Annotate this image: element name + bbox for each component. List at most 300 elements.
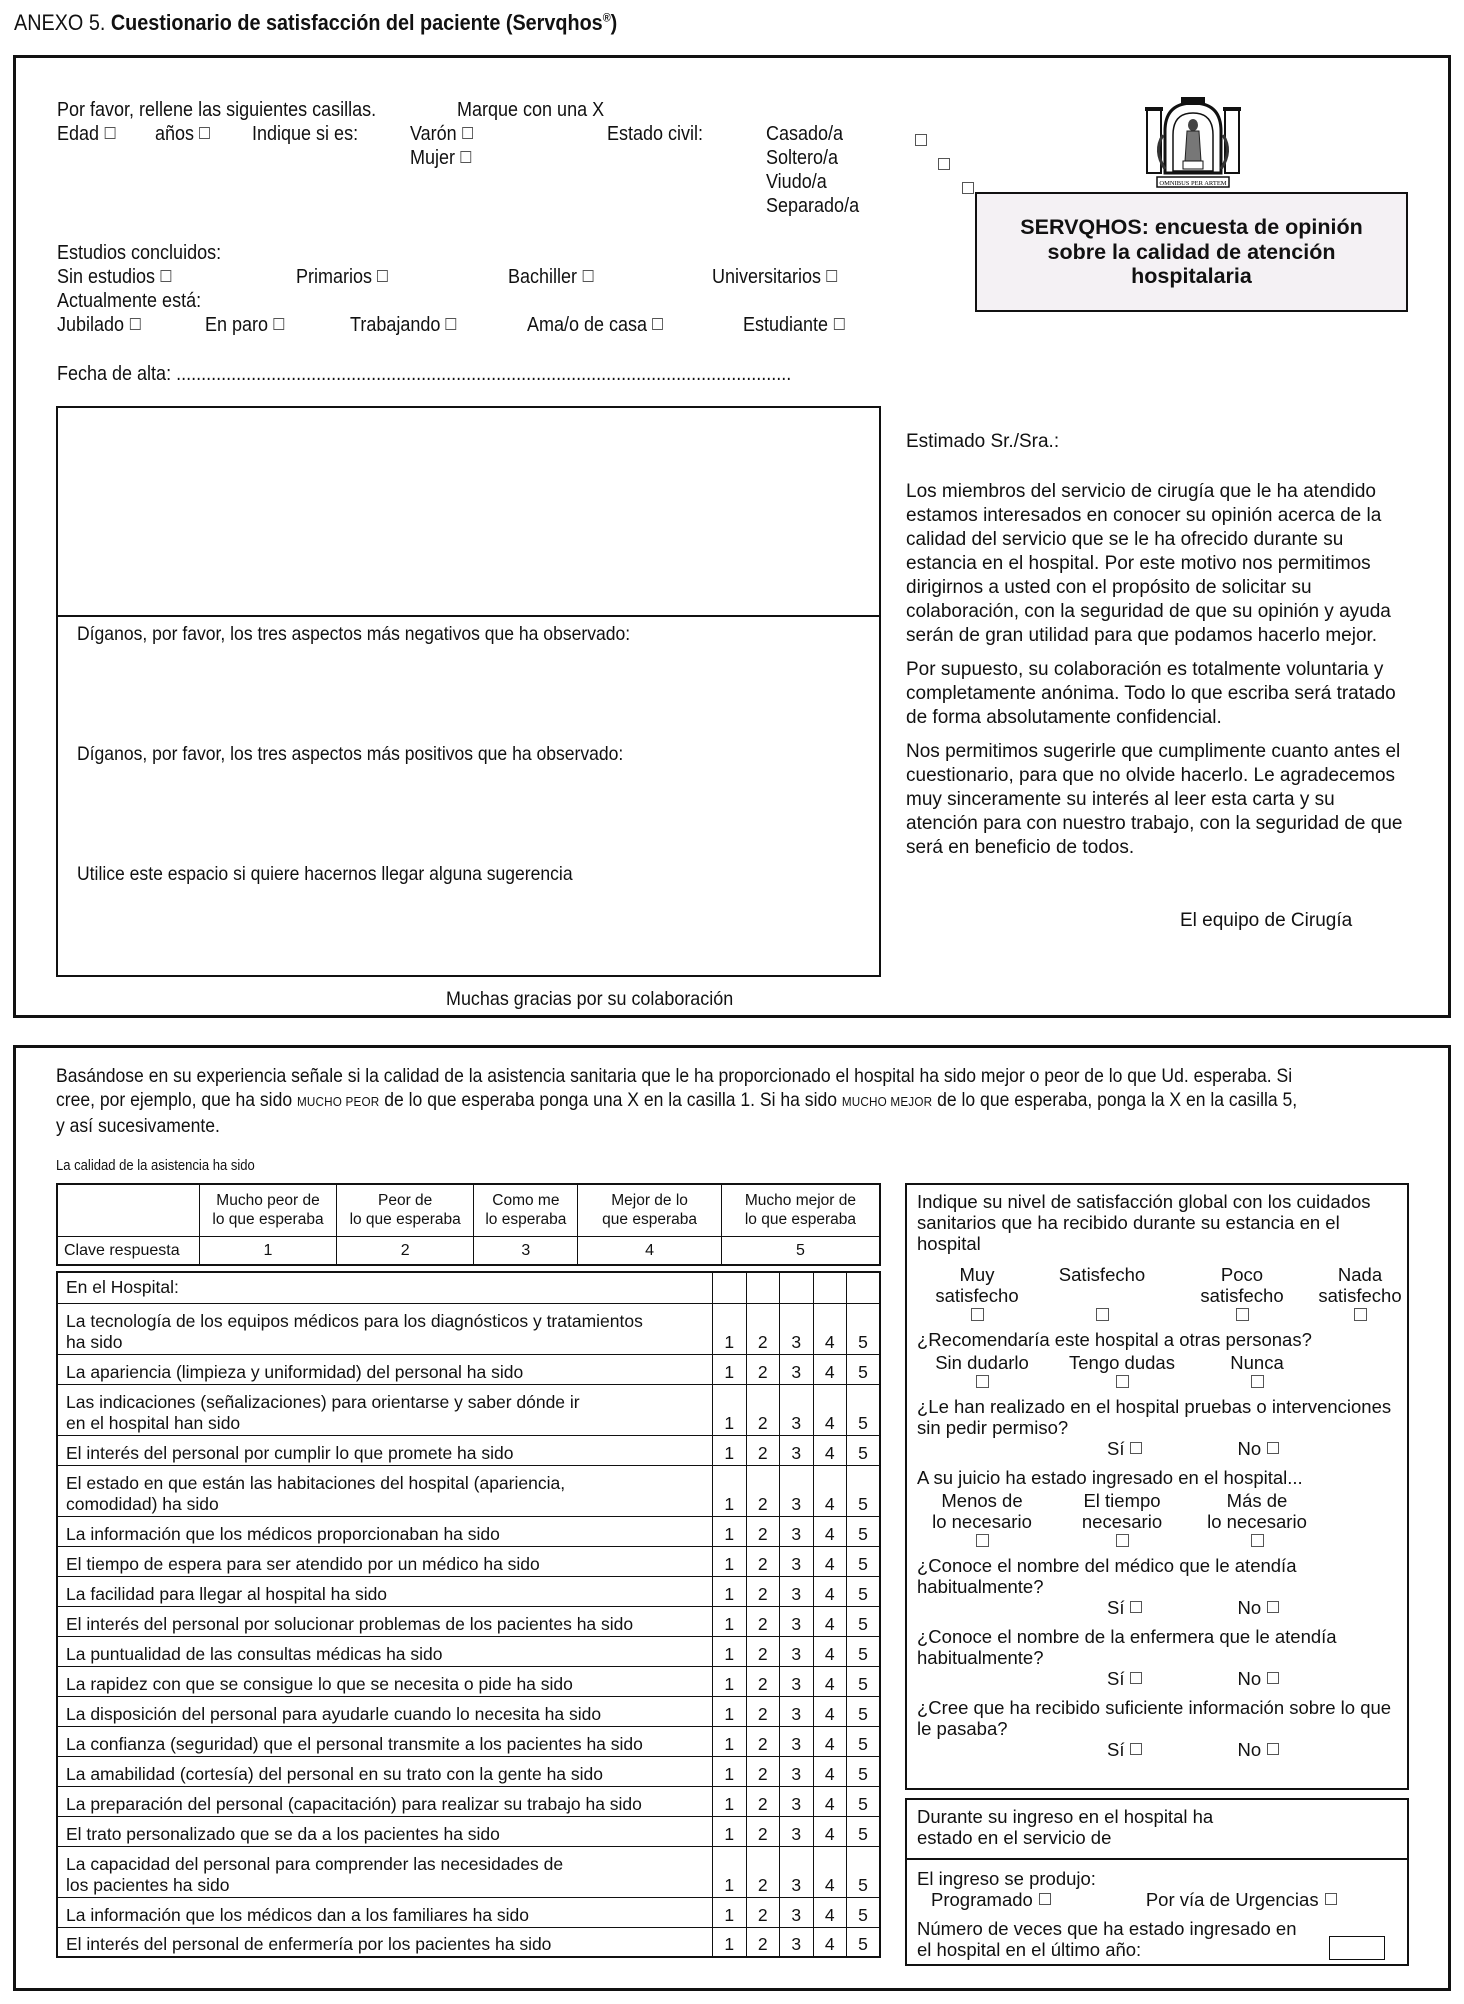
civil-option-separated: Separado/a: [766, 195, 860, 217]
sex-option-male[interactable]: [410, 122, 473, 146]
rating-option-1[interactable]: 1: [713, 1516, 747, 1546]
question-text: [57, 1576, 713, 1606]
rating-option-3[interactable]: 3: [780, 1756, 814, 1786]
option-without-doubt[interactable]: [917, 1352, 1047, 1388]
rating-option-5[interactable]: 5: [847, 1927, 881, 1957]
rating-option-2[interactable]: 2: [746, 1897, 780, 1927]
negative-aspects-prompt: Díganos, por favor, los tres aspectos más negativos que ha observado:: [77, 623, 631, 645]
rating-option-4[interactable]: 4: [813, 1516, 847, 1546]
option-satisfied[interactable]: [1037, 1264, 1167, 1321]
table-row: [57, 1576, 880, 1606]
option-very-satisfied[interactable]: [917, 1264, 1037, 1321]
checkbox[interactable]: [1116, 1375, 1129, 1388]
option-line: Satisfecho: [1058, 1264, 1146, 1285]
question-line: La preparación del personal (capacitación) para realizar su trabajo ha sido: [66, 1793, 642, 1814]
checkbox[interactable]: [1039, 1893, 1051, 1905]
rating-option-2[interactable]: 2: [746, 1816, 780, 1846]
question-line: La confianza (seguridad) que el personal transmite a los pacientes ha sido: [66, 1733, 643, 1754]
rating-option-4[interactable]: 4: [813, 1756, 847, 1786]
current-option-unemployed[interactable]: [205, 313, 284, 337]
rating-option-2[interactable]: 2: [746, 1546, 780, 1576]
option-label: No: [1237, 1597, 1262, 1618]
empty-header-cell: [713, 1272, 747, 1303]
rating-option-3[interactable]: 3: [780, 1384, 814, 1435]
years-label: años: [155, 123, 195, 145]
annex-number: ANEXO 5.: [14, 10, 106, 35]
discharge-date-label: Fecha de alta:: [57, 363, 172, 385]
checkbox[interactable]: [1354, 1308, 1367, 1321]
checkbox[interactable]: [833, 318, 844, 330]
question-line: La apariencia (limpieza y uniformidad) del personal ha sido: [66, 1361, 524, 1382]
rating-option-3[interactable]: 3: [780, 1786, 814, 1816]
nurse-name-question: ¿Conoce el nombre de la enfermera que le atendía habitualmente?: [917, 1626, 1337, 1668]
checkbox[interactable]: [460, 151, 471, 163]
option-line: lo necesario: [932, 1511, 1032, 1532]
checkbox[interactable]: [1116, 1534, 1129, 1547]
rating-option-3[interactable]: 3: [780, 1846, 814, 1897]
option-not-satisfied[interactable]: [1317, 1264, 1403, 1321]
registered-mark: ®: [602, 10, 611, 25]
checkbox[interactable]: [971, 1308, 984, 1321]
age-label: Edad: [57, 123, 100, 145]
option-yes[interactable]: [1107, 1597, 1142, 1618]
rating-option-4[interactable]: 4: [813, 1927, 847, 1957]
checkbox[interactable]: [160, 270, 171, 282]
rating-option-4[interactable]: 4: [813, 1303, 847, 1354]
sex-label: Indique si es:: [252, 123, 359, 145]
question-text: [57, 1435, 713, 1465]
nurse-name-options: [917, 1668, 1397, 1689]
rating-option-3[interactable]: 3: [780, 1816, 814, 1846]
question-line: La puntualidad de las consultas médicas ha sido: [66, 1643, 443, 1664]
current-option-student[interactable]: [743, 313, 844, 337]
rating-option-4[interactable]: 4: [813, 1636, 847, 1666]
permission-question: ¿Le han realizado en el hospital pruebas o intervenciones sin pedir permiso?: [917, 1396, 1392, 1438]
header-line: Mejor de lo: [611, 1192, 688, 1210]
civil-option-single: Soltero/a: [766, 147, 839, 169]
rating-option-2[interactable]: 2: [746, 1756, 780, 1786]
recommend-options: [917, 1352, 1397, 1388]
letter-paragraph: Por supuesto, su colaboración es totalmente voluntaria y completamente anónima. Todo lo que escriba será tratado de forma absolutamente confidencial.: [906, 659, 1396, 728]
civil-status-label: Estado civil:: [607, 123, 704, 145]
rating-option-5[interactable]: 5: [847, 1846, 881, 1897]
checkbox[interactable]: [1267, 1672, 1279, 1684]
question-text: [57, 1726, 713, 1756]
question-line: El interés del personal por solucionar problemas de los pacientes ha sido: [66, 1613, 634, 1634]
admission-details: [907, 1860, 1407, 1960]
age-field[interactable]: [57, 122, 115, 146]
checkbox[interactable]: [976, 1375, 989, 1388]
header-line: lo que esperaba: [744, 1211, 857, 1229]
rating-option-5[interactable]: 5: [847, 1726, 881, 1756]
rating-option-3[interactable]: 3: [780, 1435, 814, 1465]
rating-option-1[interactable]: 1: [713, 1846, 747, 1897]
logo-motto: OMNIBUS PER ARTEM: [1159, 180, 1227, 187]
table-row: [57, 1756, 880, 1786]
table-row: [57, 1546, 880, 1576]
discharge-date-field[interactable]: [57, 362, 791, 386]
question-line: Las indicaciones (señalizaciones) para orientarse y saber dónde ir: [66, 1391, 580, 1412]
rating-option-5[interactable]: 5: [847, 1384, 881, 1435]
instructions-emphasis: MUCHO PEOR: [296, 1094, 380, 1109]
option-label: No: [1237, 1438, 1262, 1459]
question-line: La disposición del personal para ayudarle cuando lo necesita ha sido: [66, 1703, 602, 1724]
header-line: Peor de: [378, 1192, 433, 1210]
option-line: Menos de: [941, 1490, 1023, 1511]
rating-option-3[interactable]: 3: [780, 1576, 814, 1606]
sex-option-female[interactable]: [410, 146, 471, 170]
rating-option-4[interactable]: 4: [813, 1546, 847, 1576]
civil-option-married: Casado/a: [766, 123, 844, 145]
admission-count-input[interactable]: [1329, 1936, 1385, 1960]
years-checkbox[interactable]: [199, 127, 210, 139]
table-row: [57, 1606, 880, 1636]
rating-option-2[interactable]: 2: [746, 1636, 780, 1666]
rating-option-5[interactable]: 5: [847, 1816, 881, 1846]
rating-option-4[interactable]: 4: [813, 1606, 847, 1636]
rating-option-2[interactable]: 2: [746, 1666, 780, 1696]
survey-title-box: SERVQHOS: encuesta de opinión sobre la calidad de atención hospitalaria: [975, 192, 1408, 312]
question-text: [57, 1816, 713, 1846]
checkbox[interactable]: [1130, 1672, 1142, 1684]
table-row: [57, 1516, 880, 1546]
rating-option-5[interactable]: 5: [847, 1786, 881, 1816]
rating-option-3[interactable]: 3: [780, 1897, 814, 1927]
rating-option-5[interactable]: 5: [847, 1435, 881, 1465]
rating-option-1[interactable]: 1: [713, 1786, 747, 1816]
rating-option-3[interactable]: 3: [780, 1516, 814, 1546]
option-less-than-needed[interactable]: [917, 1490, 1047, 1547]
rating-option-1[interactable]: 1: [713, 1384, 747, 1435]
letter-paragraph: Nos permitimos sugerirle que cumplimente cuanto antes el cuestionario, para que no olvide hacerlo. Le agradecemos muy sinceramente su interés al leer esta carta y su atención para con nuestro trabajo, con la seguridad de que será en beneficio de todos.: [906, 741, 1403, 858]
checkbox[interactable]: [826, 270, 837, 282]
option-no[interactable]: [1237, 1668, 1279, 1689]
rating-option-1[interactable]: 1: [713, 1576, 747, 1606]
studies-option-primary[interactable]: [296, 265, 388, 289]
option-no[interactable]: [1237, 1597, 1279, 1618]
rating-option-4[interactable]: 4: [813, 1435, 847, 1465]
rating-option-1[interactable]: 1: [713, 1726, 747, 1756]
option-label: Sin estudios: [57, 266, 156, 288]
instructions-text: de lo que esperaba ponga una X en la casilla 1. Si ha sido: [379, 1089, 842, 1111]
question-line: La facilidad para llegar al hospital ha sido: [66, 1583, 388, 1604]
header-line: lo que esperaba: [212, 1211, 324, 1229]
rating-option-3[interactable]: 3: [780, 1606, 814, 1636]
association-crest-icon: [1143, 95, 1243, 193]
rating-option-2[interactable]: 2: [746, 1696, 780, 1726]
rating-option-2[interactable]: 2: [746, 1606, 780, 1636]
option-line: satisfecho: [935, 1285, 1019, 1306]
rating-option-3[interactable]: 3: [780, 1696, 814, 1726]
option-label: Estudiante: [743, 314, 829, 336]
empty-header-cell: [780, 1272, 814, 1303]
rating-option-3[interactable]: 3: [780, 1354, 814, 1384]
option-needed-time[interactable]: [1047, 1490, 1197, 1547]
admission-panel: [905, 1798, 1409, 1966]
scale-header-1: [200, 1184, 337, 1236]
letter-paragraph: Los miembros del servicio de cirugía que le ha atendido estamos interesados en conocer su opinión acerca de la calidad del servicio que se le ha ofrecido durante su estancia en el hospital. Por este motivo nos permitimos dirigirnos a usted con el propósito de solicitar su colaboración, con la seguridad de que su opinión y ayuda serán de gran utilidad para que podamos hacerlo mejor.: [906, 481, 1391, 646]
table-row: [57, 1435, 880, 1465]
question-text: [57, 1927, 713, 1957]
rating-option-3[interactable]: 3: [780, 1666, 814, 1696]
rating-option-5[interactable]: 5: [847, 1897, 881, 1927]
years-field[interactable]: [155, 122, 210, 146]
rating-option-2[interactable]: 2: [746, 1927, 780, 1957]
rating-option-5[interactable]: 5: [847, 1465, 881, 1516]
civil-single-checkbox[interactable]: [938, 158, 950, 170]
service-question[interactable]: [907, 1800, 1407, 1860]
checkbox[interactable]: [1267, 1601, 1279, 1613]
key-value: 2: [336, 1236, 474, 1265]
rating-option-1[interactable]: 1: [713, 1666, 747, 1696]
rating-option-3[interactable]: 3: [780, 1636, 814, 1666]
rating-option-4[interactable]: 4: [813, 1384, 847, 1435]
discharge-date-line[interactable]: ...........................................................................................................................: [176, 363, 792, 385]
table-row: [57, 1465, 880, 1516]
current-option-retired[interactable]: [57, 313, 140, 337]
civil-married-checkbox[interactable]: [915, 134, 927, 146]
checkbox[interactable]: [446, 318, 457, 330]
option-label: Mujer: [410, 147, 456, 169]
rating-option-2[interactable]: 2: [746, 1384, 780, 1435]
instructions-emphasis: MUCHO MEJOR: [841, 1094, 933, 1109]
table-row: [57, 1846, 880, 1897]
rating-option-4[interactable]: 4: [813, 1465, 847, 1516]
key-value: 5: [721, 1236, 880, 1265]
question-text: [57, 1636, 713, 1666]
option-little-satisfied[interactable]: [1167, 1264, 1317, 1321]
question-text: [57, 1354, 713, 1384]
letter-greeting: Estimado Sr./Sra.:: [906, 431, 1060, 452]
question-text: [57, 1696, 713, 1726]
question-text: [57, 1786, 713, 1816]
option-line: Muy: [959, 1264, 995, 1285]
scale-header-5: [721, 1184, 880, 1236]
option-have-doubts[interactable]: [1047, 1352, 1197, 1388]
rating-option-5[interactable]: 5: [847, 1576, 881, 1606]
checkbox[interactable]: [1251, 1375, 1264, 1388]
checkbox[interactable]: [1267, 1743, 1279, 1755]
question-line: comodidad) ha sido: [66, 1493, 219, 1514]
option-label: No: [1237, 1668, 1262, 1689]
rating-option-1[interactable]: 1: [713, 1606, 747, 1636]
rating-option-3[interactable]: 3: [780, 1546, 814, 1576]
option-line: [1037, 1285, 1167, 1306]
rating-option-5[interactable]: 5: [847, 1636, 881, 1666]
checkbox[interactable]: [273, 318, 284, 330]
scale-corner: [57, 1184, 200, 1236]
comments-box[interactable]: [56, 406, 881, 977]
question-line: en el hospital han sido: [66, 1412, 241, 1433]
option-yes[interactable]: [1107, 1438, 1142, 1459]
question-text: [57, 1303, 713, 1354]
studies-option-highschool[interactable]: [508, 265, 593, 289]
rating-option-2[interactable]: 2: [746, 1786, 780, 1816]
instructions-text: de lo que esperaba, ponga la X en la casilla 5, y así sucesivamente.: [56, 1089, 1298, 1137]
option-label: Sí: [1107, 1668, 1125, 1689]
rating-option-2[interactable]: 2: [746, 1846, 780, 1897]
rating-option-3[interactable]: 3: [780, 1303, 814, 1354]
option-scheduled[interactable]: [931, 1889, 1051, 1910]
header-line: lo esperaba: [485, 1211, 567, 1229]
question-line: La amabilidad (cortesía) del personal en su trato con la gente ha sido: [66, 1763, 603, 1784]
mark-instruction: Marque con una X: [457, 99, 605, 121]
rating-option-5[interactable]: 5: [847, 1606, 881, 1636]
checkbox[interactable]: [1236, 1308, 1249, 1321]
checkbox[interactable]: [1325, 1893, 1337, 1905]
stay-question: A su juicio ha estado ingresado en el hospital...: [917, 1467, 1303, 1488]
key-label: Clave respuesta: [57, 1236, 200, 1265]
key-value: 3: [474, 1236, 578, 1265]
option-label: Por vía de Urgencias: [1145, 1889, 1319, 1910]
option-line: Nunca: [1230, 1352, 1284, 1373]
header-line: Mucho peor de: [216, 1192, 320, 1210]
option-emergency[interactable]: [1146, 1889, 1337, 1910]
rating-option-1[interactable]: 1: [713, 1303, 747, 1354]
rating-option-2[interactable]: 2: [746, 1465, 780, 1516]
cover-letter: [906, 430, 1406, 870]
current-option-homemaker[interactable]: [527, 313, 663, 337]
rating-option-1[interactable]: 1: [713, 1354, 747, 1384]
option-line: satisfecho: [1318, 1285, 1402, 1306]
header-line: lo que esperaba: [349, 1211, 461, 1229]
stay-options: [917, 1490, 1397, 1547]
instructions-text: Basándose en su experiencia señale si la calidad de la asistencia sanitaria que le ha proporcionado el hospital ha sido mejor o peor de lo que Ud. esperaba. Si cree, por ejemplo, que ha sido: [56, 1065, 1293, 1111]
studies-option-university[interactable]: [712, 265, 837, 289]
checkbox[interactable]: [129, 318, 140, 330]
option-no[interactable]: [1237, 1739, 1279, 1760]
rating-option-2[interactable]: 2: [746, 1303, 780, 1354]
rating-option-4[interactable]: 4: [813, 1354, 847, 1384]
comments-divider: [58, 615, 879, 617]
option-line: satisfecho: [1200, 1285, 1284, 1306]
rating-option-1[interactable]: 1: [713, 1756, 747, 1786]
rating-option-2[interactable]: 2: [746, 1726, 780, 1756]
table-row: [57, 1384, 880, 1435]
table-row: [57, 1354, 880, 1384]
age-checkbox[interactable]: [104, 127, 115, 139]
rating-option-2[interactable]: 2: [746, 1516, 780, 1546]
checkbox[interactable]: [377, 270, 388, 282]
rating-option-4[interactable]: 4: [813, 1576, 847, 1606]
rating-option-1[interactable]: 1: [713, 1435, 747, 1465]
rating-option-1[interactable]: 1: [713, 1897, 747, 1927]
key-value: 4: [578, 1236, 722, 1265]
rating-option-1[interactable]: 1: [713, 1696, 747, 1726]
table-row: [57, 1786, 880, 1816]
question-text: [57, 1384, 713, 1435]
rating-option-5[interactable]: 5: [847, 1303, 881, 1354]
rating-option-1[interactable]: 1: [713, 1546, 747, 1576]
option-yes[interactable]: [1107, 1739, 1142, 1760]
checkbox[interactable]: [1130, 1442, 1142, 1454]
doctor-name-question: ¿Conoce el nombre del médico que le atendía habitualmente?: [917, 1555, 1297, 1597]
rating-option-5[interactable]: 5: [847, 1756, 881, 1786]
question-text: [57, 1756, 713, 1786]
option-more-than-needed[interactable]: [1197, 1490, 1317, 1547]
page-title: [14, 10, 617, 36]
scale-header-4: [578, 1184, 722, 1236]
checkbox[interactable]: [1251, 1534, 1264, 1547]
rating-option-4[interactable]: 4: [813, 1726, 847, 1756]
rating-option-2[interactable]: 2: [746, 1435, 780, 1465]
rating-option-5[interactable]: 5: [847, 1666, 881, 1696]
question-text: [57, 1897, 713, 1927]
rating-option-1[interactable]: 1: [713, 1816, 747, 1846]
rating-option-1[interactable]: 1: [713, 1465, 747, 1516]
rating-option-5[interactable]: 5: [847, 1546, 881, 1576]
checkbox[interactable]: [1096, 1308, 1109, 1321]
option-label: Sí: [1107, 1739, 1125, 1760]
rating-option-4[interactable]: 4: [813, 1786, 847, 1816]
checkbox[interactable]: [976, 1534, 989, 1547]
table-row: [57, 1636, 880, 1666]
rating-option-3[interactable]: 3: [780, 1927, 814, 1957]
option-line: Sin dudarlo: [935, 1352, 1029, 1373]
rating-option-4[interactable]: 4: [813, 1897, 847, 1927]
rating-option-5[interactable]: 5: [847, 1516, 881, 1546]
option-line: Poco: [1220, 1264, 1264, 1285]
studies-label: Estudios concluidos:: [57, 242, 222, 264]
global-questions-panel: [905, 1183, 1409, 1790]
rating-option-4[interactable]: 4: [813, 1816, 847, 1846]
rating-option-5[interactable]: 5: [847, 1354, 881, 1384]
civil-option-widowed: Viudo/a: [766, 171, 827, 193]
question-line: El trato personalizado que se da a los pacientes ha sido: [66, 1823, 500, 1844]
checkbox[interactable]: [652, 318, 663, 330]
option-no[interactable]: [1237, 1438, 1279, 1459]
option-line: Tengo dudas: [1069, 1352, 1175, 1373]
question-line: los pacientes ha sido: [66, 1874, 230, 1895]
section-label: En el Hospital:: [57, 1272, 713, 1303]
admission-count-question: [917, 1918, 1397, 1960]
question-text: [57, 1465, 713, 1516]
positive-aspects-prompt: Díganos, por favor, los tres aspectos más positivos que ha observado:: [77, 743, 624, 765]
global-satisfaction-options: [917, 1264, 1402, 1321]
civil-widowed-checkbox[interactable]: [962, 182, 974, 194]
section-header-row: [57, 1272, 880, 1303]
option-never[interactable]: [1197, 1352, 1317, 1388]
option-label: Ama/o de casa: [527, 314, 648, 336]
checkbox[interactable]: [1130, 1601, 1142, 1613]
rating-option-4[interactable]: 4: [813, 1846, 847, 1897]
checkbox[interactable]: [462, 127, 473, 139]
option-yes[interactable]: [1107, 1668, 1142, 1689]
question-text: [57, 1546, 713, 1576]
studies-option-none[interactable]: [57, 265, 171, 289]
rating-option-2[interactable]: 2: [746, 1354, 780, 1384]
rating-option-1[interactable]: 1: [713, 1927, 747, 1957]
rating-option-4[interactable]: 4: [813, 1666, 847, 1696]
checkbox[interactable]: [1267, 1442, 1279, 1454]
rating-option-2[interactable]: 2: [746, 1576, 780, 1606]
rating-option-5[interactable]: 5: [847, 1696, 881, 1726]
rating-option-3[interactable]: 3: [780, 1726, 814, 1756]
rating-option-1[interactable]: 1: [713, 1636, 747, 1666]
checkbox[interactable]: [582, 270, 593, 282]
checkbox[interactable]: [1130, 1743, 1142, 1755]
option-label: Universitarios: [712, 266, 822, 288]
option-line: lo necesario: [1207, 1511, 1307, 1532]
rating-option-3[interactable]: 3: [780, 1465, 814, 1516]
question-text: [57, 1846, 713, 1897]
current-option-working[interactable]: [350, 313, 457, 337]
option-label: Varón: [410, 123, 457, 145]
option-line: Nada: [1337, 1264, 1383, 1285]
rating-option-4[interactable]: 4: [813, 1696, 847, 1726]
empty-header-cell: [746, 1272, 780, 1303]
option-label: No: [1237, 1739, 1262, 1760]
